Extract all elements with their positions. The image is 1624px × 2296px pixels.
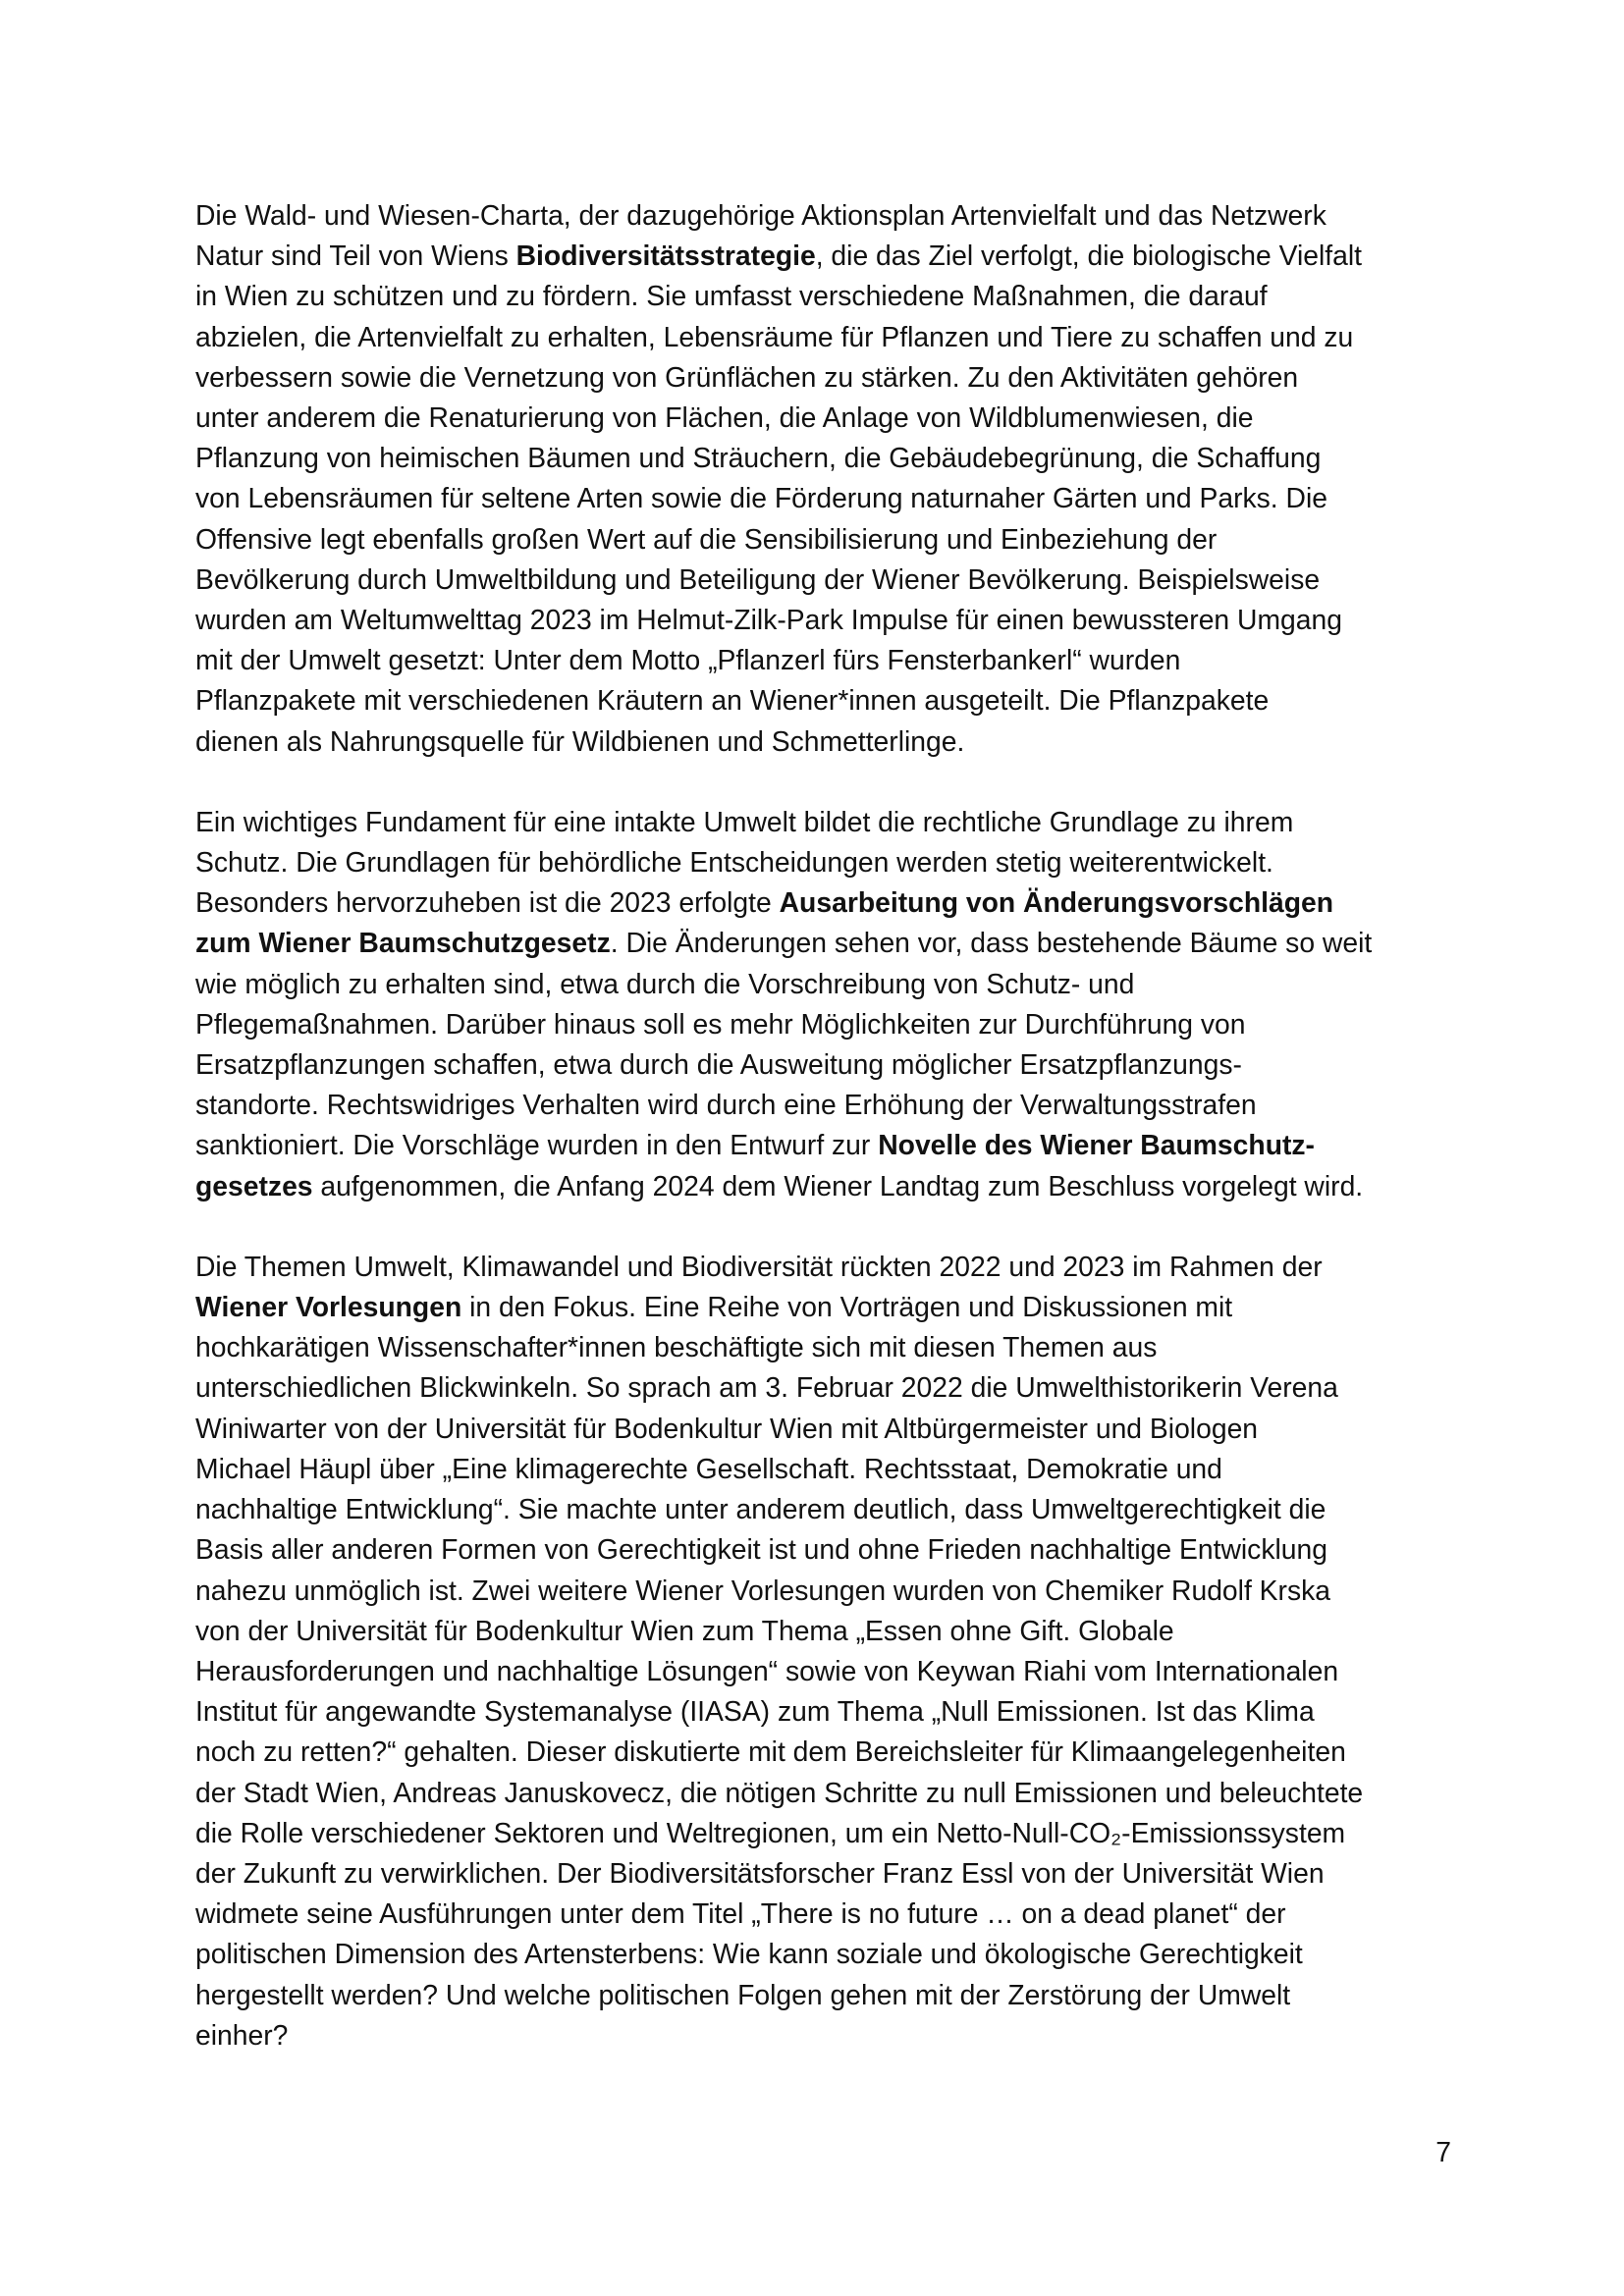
bold-text: gesetzes [195, 1169, 313, 1201]
text-line [195, 1773, 1452, 1813]
text-line [195, 317, 1452, 357]
text-line [195, 1409, 1452, 1449]
text-run: Natur sind Teil von Wiens [195, 240, 516, 272]
text-line [195, 1489, 1452, 1529]
text-line [195, 842, 1452, 882]
text-line [195, 1934, 1452, 1974]
text-run: Pflegemaßnahmen. Darüber hinaus soll es mehr Möglichkeiten zur Durchführung von [195, 1007, 1246, 1040]
text-run: Ersatzpflanzungen schaffen, etwa durch die Ausweitung möglicher Ersatzpflanzungs- [195, 1048, 1242, 1081]
text-run: aufgenommen, die Anfang 2024 dem Wiener Landtag zum Beschluss vorgelegt wird. [312, 1169, 1364, 1201]
text-run: unterschiedlichen Blickwinkeln. So sprach am 3. Februar 2022 die Umwelthistorikerin Verena [195, 1371, 1338, 1404]
bold-text: Novelle des Wiener Baumschutz- [878, 1129, 1315, 1161]
text-run: nachhaltige Entwicklung“. Sie machte unter anderem deutlich, dass Umweltgerechtigkeit die [195, 1493, 1326, 1525]
text-line [195, 600, 1452, 640]
text-line [195, 882, 1452, 923]
text-line [195, 1529, 1452, 1570]
text-line [195, 560, 1452, 600]
text-run: Ein wichtiges Fundament für eine intakte Umwelt bildet die rechtliche Grundlage zu ihrem [195, 805, 1294, 837]
text-run: Winiwarter von der Universität für Bodenkultur Wien mit Altbürgermeister und Biologen [195, 1412, 1259, 1444]
text-line [195, 802, 1452, 842]
text-line [195, 2015, 1452, 2056]
text-run: wie möglich zu erhalten sind, etwa durch die Vorschreibung von Schutz- und [195, 967, 1135, 999]
text-run: noch zu retten?“ gehalten. Dieser diskutierte mit dem Bereichsleiter für Klimaangelegenheiten [195, 1735, 1346, 1768]
text-line [195, 519, 1452, 560]
text-run: die Rolle verschiedener Sektoren und Weltregionen, um ein Netto-Null-CO₂-Emissionssystem [195, 1816, 1346, 1848]
text-line [195, 195, 1452, 236]
text-line [195, 357, 1452, 398]
text-line [195, 1247, 1452, 1287]
text-run: hochkarätigen Wissenschafter*innen beschäftigte sich mit diesen Themen aus [195, 1331, 1158, 1363]
text-line [195, 721, 1452, 762]
text-line [195, 923, 1452, 963]
text-run: abzielen, die Artenvielfalt zu erhalten, Lebensräume für Pflanzen und Tiere zu schaffen und zu [195, 320, 1354, 352]
text-line [195, 1813, 1452, 1853]
text-run: der Stadt Wien, Andreas Januskovecz, die nötigen Schritte zu null Emissionen und beleuchtete [195, 1776, 1364, 1808]
text-run: sanktioniert. Die Vorschläge wurden in den Entwurf zur [195, 1129, 879, 1161]
text-run: mit der Umwelt gesetzt: Unter dem Motto „Pflanzerl fürs Fensterbankerl“ wurden [195, 644, 1181, 676]
text-line [195, 438, 1452, 478]
text-line [195, 276, 1452, 316]
text-run: Besonders hervorzuheben ist die 2023 erfolgte [195, 886, 780, 919]
text-line [195, 1732, 1452, 1772]
text-line [195, 1975, 1452, 2015]
text-line [195, 1287, 1452, 1327]
text-line [195, 1327, 1452, 1367]
bold-text: zum Wiener Baumschutzgesetz [195, 927, 611, 959]
text-line [195, 1611, 1452, 1651]
text-run: . Die Änderungen sehen vor, dass bestehende Bäume so weit [610, 927, 1373, 959]
page-number: 7 [1435, 2136, 1451, 2167]
text-line [195, 680, 1452, 721]
text-line [195, 1166, 1452, 1206]
text-run: politischen Dimension des Artensterbens: Wie kann soziale und ökologische Gerechtigkeit [195, 1938, 1303, 1970]
text-run: Offensive legt ebenfalls großen Wert auf die Sensibilisierung und Einbeziehung der [195, 522, 1218, 555]
text-run: Pflanzung von heimischen Bäumen und Sträuchern, die Gebäudebegrünung, die Schaffung [195, 442, 1322, 474]
text-run: hergestellt werden? Und welche politischen Folgen gehen mit der Zerstörung der Umwelt [195, 1978, 1291, 2010]
paragraph [195, 1247, 1452, 2056]
text-run: in Wien zu schützen und zu fördern. Sie umfasst verschiedene Maßnahmen, die darauf [195, 280, 1268, 312]
text-line [195, 1449, 1452, 1489]
text-run: von Lebensräumen für seltene Arten sowie die Förderung naturnaher Gärten und Parks. Die [195, 482, 1327, 514]
text-run: Michael Häupl über „Eine klimagerechte Gesellschaft. Rechtsstaat, Demokratie und [195, 1452, 1222, 1484]
text-run: Die Themen Umwelt, Klimawandel und Biodiversität rückten 2022 und 2023 im Rahmen der [195, 1250, 1323, 1282]
text-line [195, 964, 1452, 1004]
text-line [195, 1894, 1452, 1934]
text-run: einher? [195, 2018, 289, 2051]
text-line [195, 1367, 1452, 1408]
text-run: Institut für angewandte Systemanalyse (IIASA) zum Thema „Null Emissionen. Ist das Klima [195, 1695, 1315, 1728]
text-run: von der Universität für Bodenkultur Wien zum Thema „Essen ohne Gift. Globale [195, 1614, 1174, 1646]
paragraph [195, 802, 1452, 1206]
bold-text: Ausarbeitung von Änderungsvorschlägen [779, 886, 1334, 919]
text-run: Die Wald- und Wiesen-Charta, der dazugehörige Aktionsplan Artenvielfalt und das Netzwerk [195, 199, 1326, 231]
document-body [195, 195, 1452, 2096]
paragraph [195, 195, 1452, 762]
text-run: der Zukunft zu verwirklichen. Der Biodiversitätsforscher Franz Essl von der Universität Wien [195, 1856, 1325, 1889]
text-run: Bevölkerung durch Umweltbildung und Beteiligung der Wiener Bevölkerung. Beispielsweise [195, 562, 1321, 595]
text-run: verbessern sowie die Vernetzung von Grünflächen zu stärken. Zu den Aktivitäten gehören [195, 360, 1299, 393]
text-run: Schutz. Die Grundlagen für behördliche Entscheidungen werden stetig weiterentwickelt. [195, 846, 1273, 879]
text-line [195, 1571, 1452, 1611]
text-line [195, 478, 1452, 518]
text-run: Herausforderungen und nachhaltige Lösungen“ sowie von Keywan Riahi vom Internationalen [195, 1654, 1339, 1686]
text-line [195, 1044, 1452, 1085]
text-line [195, 1085, 1452, 1125]
text-run: standorte. Rechtswidriges Verhalten wird durch eine Erhöhung der Verwaltungsstrafen [195, 1089, 1257, 1121]
text-run: Pflanzpakete mit verschiedenen Kräutern an Wiener*innen ausgeteilt. Die Pflanzpakete [195, 684, 1270, 717]
text-run: dienen als Nahrungsquelle für Wildbienen und Schmetterlinge. [195, 724, 965, 757]
text-line [195, 1125, 1452, 1165]
text-line [195, 1691, 1452, 1732]
text-run: wurden am Weltumwelttag 2023 im Helmut-Zilk-Park Impulse für einen bewussteren Umgang [195, 604, 1342, 636]
text-run: , die das Ziel verfolgt, die biologische Vielfalt [815, 240, 1362, 272]
text-line [195, 1853, 1452, 1894]
text-line [195, 640, 1452, 680]
text-run: nahezu unmöglich ist. Zwei weitere Wiener Vorlesungen wurden von Chemiker Rudolf Krska [195, 1574, 1331, 1606]
text-line [195, 1651, 1452, 1691]
text-line [195, 398, 1452, 438]
text-line [195, 236, 1452, 276]
text-line [195, 1004, 1452, 1044]
bold-text: Biodiversitätsstrategie [515, 240, 816, 272]
text-run: Basis aller anderen Formen von Gerechtigkeit ist und ohne Frieden nachhaltige Entwicklung [195, 1533, 1327, 1566]
bold-text: Wiener Vorlesungen [195, 1291, 462, 1323]
text-run: in den Fokus. Eine Reihe von Vorträgen und Diskussionen mit [461, 1291, 1233, 1323]
text-run: unter anderem die Renaturierung von Flächen, die Anlage von Wildblumenwiesen, die [195, 401, 1254, 434]
text-run: widmete seine Ausführungen unter dem Titel „There is no future … on a dead planet“ der [195, 1897, 1286, 1930]
